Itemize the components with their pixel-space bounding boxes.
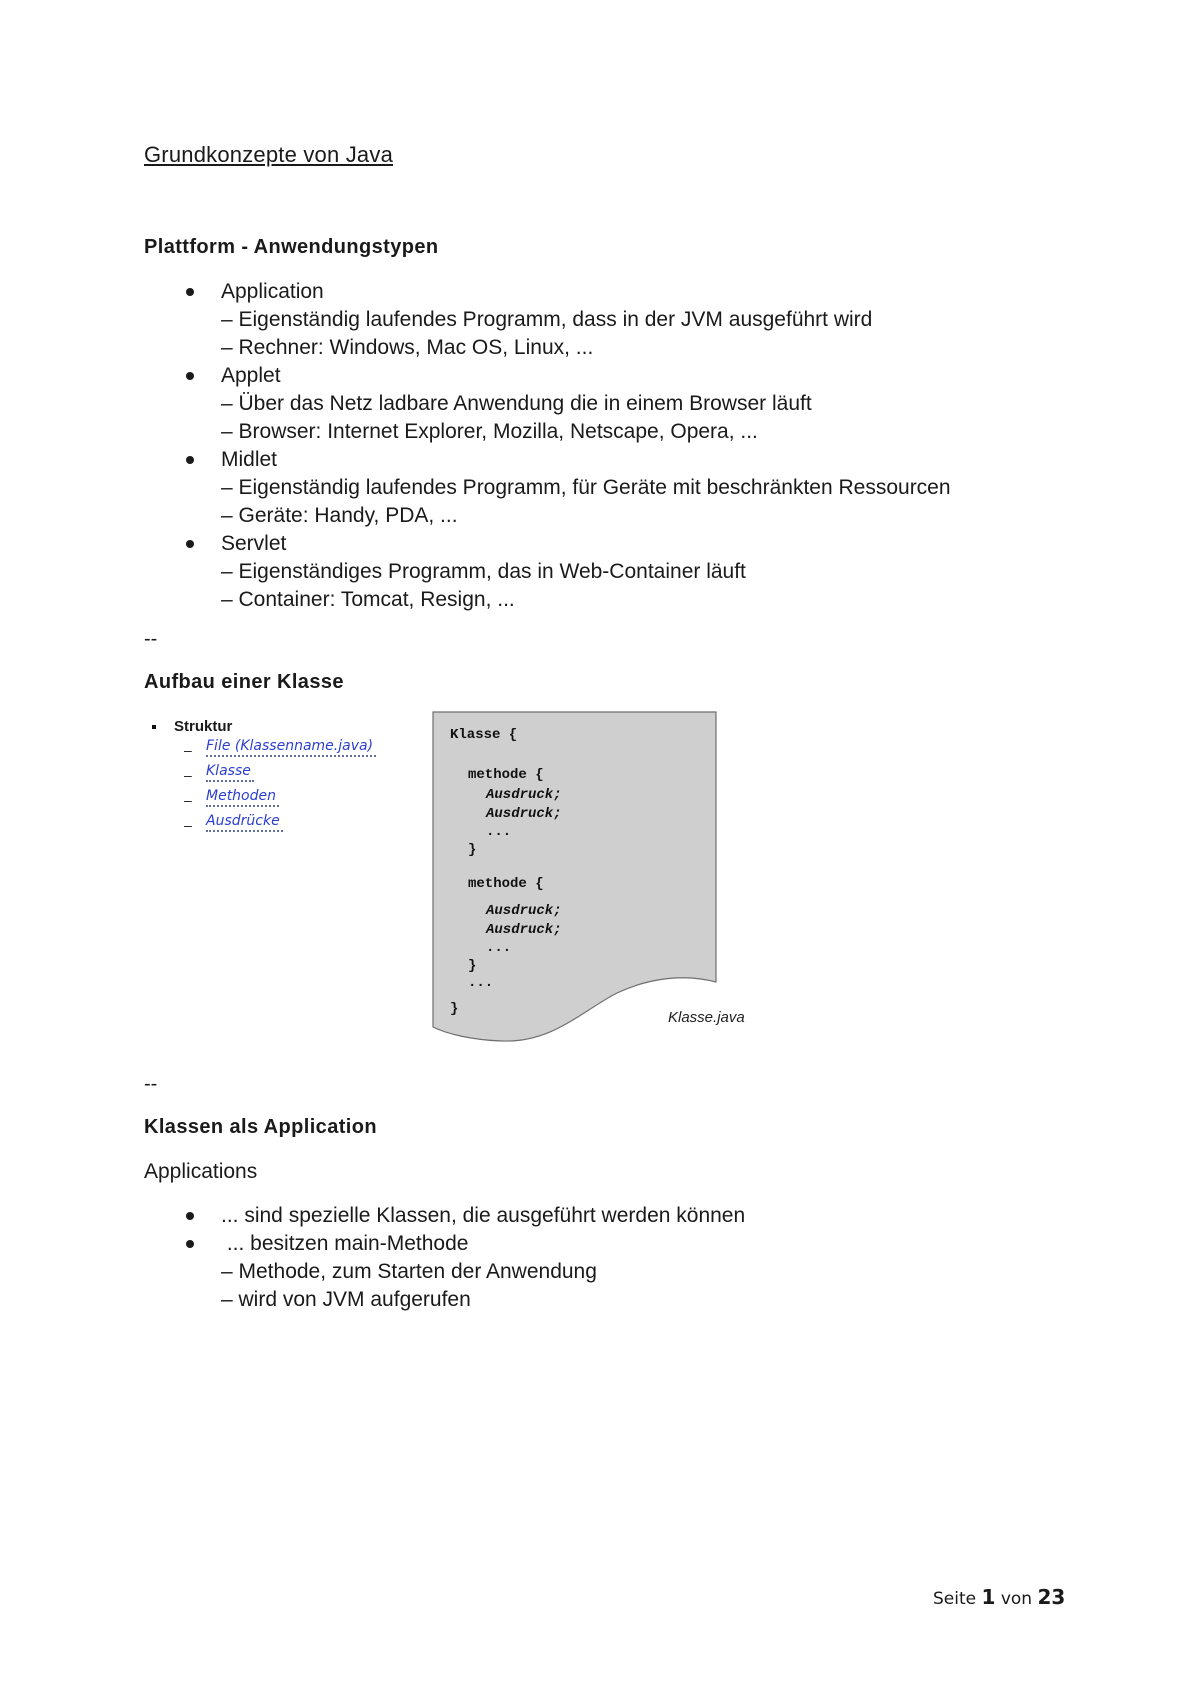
struktur-item-label: File (Klassenname.java) xyxy=(206,738,376,757)
page-footer xyxy=(933,1585,1065,1609)
square-bullet-icon xyxy=(152,725,156,729)
struktur-item-label: Methoden xyxy=(206,788,279,807)
code-line: Klasse { xyxy=(450,727,518,743)
struktur-item xyxy=(148,813,418,838)
list-item-label: ... sind spezielle Klassen, die ausgeführt werden können xyxy=(221,1204,746,1227)
list-item xyxy=(144,362,951,446)
code-line: ... xyxy=(468,975,494,991)
separator: -- xyxy=(144,1073,158,1095)
struktur-item-label: Klasse xyxy=(206,763,254,782)
code-line: } xyxy=(468,958,477,974)
struktur-heading-label: Struktur xyxy=(174,718,233,735)
list-item-detail: – wird von JVM aufgerufen xyxy=(221,1288,471,1311)
list-item xyxy=(144,530,951,614)
total-page-count: 23 xyxy=(1037,1585,1066,1609)
struktur-item-label: Ausdrücke xyxy=(206,813,283,832)
list-item-detail: – Container: Tomcat, Resign, ... xyxy=(221,588,515,611)
list-item-detail: – Eigenständig laufendes Programm, dass in der JVM ausgeführt wird xyxy=(221,308,873,331)
struktur-item xyxy=(148,763,418,788)
file-label: Klasse.java xyxy=(668,1009,745,1026)
list-item-detail: – Geräte: Handy, PDA, ... xyxy=(221,504,458,527)
list-item-label: Midlet xyxy=(221,448,278,471)
list-item xyxy=(144,1230,745,1314)
code-line: ... xyxy=(486,824,512,840)
list-item xyxy=(144,1202,745,1230)
dash-icon: – xyxy=(184,767,192,783)
dash-icon: – xyxy=(184,792,192,808)
code-line: ... xyxy=(486,940,512,956)
dash-icon: – xyxy=(184,817,192,833)
struktur-item xyxy=(148,788,418,813)
code-line: } xyxy=(468,842,477,858)
bullet-icon xyxy=(186,1240,194,1248)
section-heading-plattform: Plattform - Anwendungstypen xyxy=(144,236,439,258)
code-line: Ausdruck; xyxy=(486,903,562,919)
list-item-detail: – Eigenständiges Programm, das in Web-Container läuft xyxy=(221,560,746,583)
code-line: methode { xyxy=(468,876,544,892)
code-line: Ausdruck; xyxy=(486,806,562,822)
list-item xyxy=(144,278,951,362)
list-item-detail: – Rechner: Windows, Mac OS, Linux, ... xyxy=(221,336,594,359)
class-structure-figure xyxy=(432,711,762,1051)
page-title: Grundkonzepte von Java xyxy=(144,142,393,167)
struktur-list xyxy=(148,718,418,838)
bullet-icon xyxy=(186,288,194,296)
current-page-number: 1 xyxy=(981,1585,996,1609)
list-item-detail: – Eigenständig laufendes Programm, für Geräte mit beschränkten Ressourcen xyxy=(221,476,951,499)
footer-middle: von xyxy=(1000,1589,1033,1609)
plattform-list xyxy=(144,278,951,614)
section-intro: Applications xyxy=(144,1160,258,1183)
code-line: } xyxy=(450,1001,459,1017)
list-item xyxy=(144,446,951,530)
list-item-label: ... besitzen main-Methode xyxy=(221,1232,469,1255)
struktur-heading xyxy=(148,718,418,738)
code-line: Ausdruck; xyxy=(486,787,562,803)
list-item-label: Servlet xyxy=(221,532,287,555)
bullet-icon xyxy=(186,1212,194,1220)
list-item-label: Application xyxy=(221,280,324,303)
section-heading-aufbau: Aufbau einer Klasse xyxy=(144,671,344,693)
list-item-detail: – Methode, zum Starten der Anwendung xyxy=(221,1260,597,1283)
section-heading-klassen: Klassen als Application xyxy=(144,1116,377,1138)
list-item-label: Applet xyxy=(221,364,281,387)
bullet-icon xyxy=(186,372,194,380)
list-item-detail: – Über das Netz ladbare Anwendung die in einem Browser läuft xyxy=(221,392,812,415)
separator: -- xyxy=(144,628,158,650)
footer-prefix: Seite xyxy=(933,1589,977,1609)
code-line: Ausdruck; xyxy=(486,922,562,938)
dash-icon: – xyxy=(184,742,192,758)
code-line: methode { xyxy=(468,767,544,783)
klassen-list xyxy=(144,1202,745,1314)
struktur-item xyxy=(148,738,418,763)
bullet-icon xyxy=(186,456,194,464)
bullet-icon xyxy=(186,540,194,548)
list-item-detail: – Browser: Internet Explorer, Mozilla, Netscape, Opera, ... xyxy=(221,420,758,443)
